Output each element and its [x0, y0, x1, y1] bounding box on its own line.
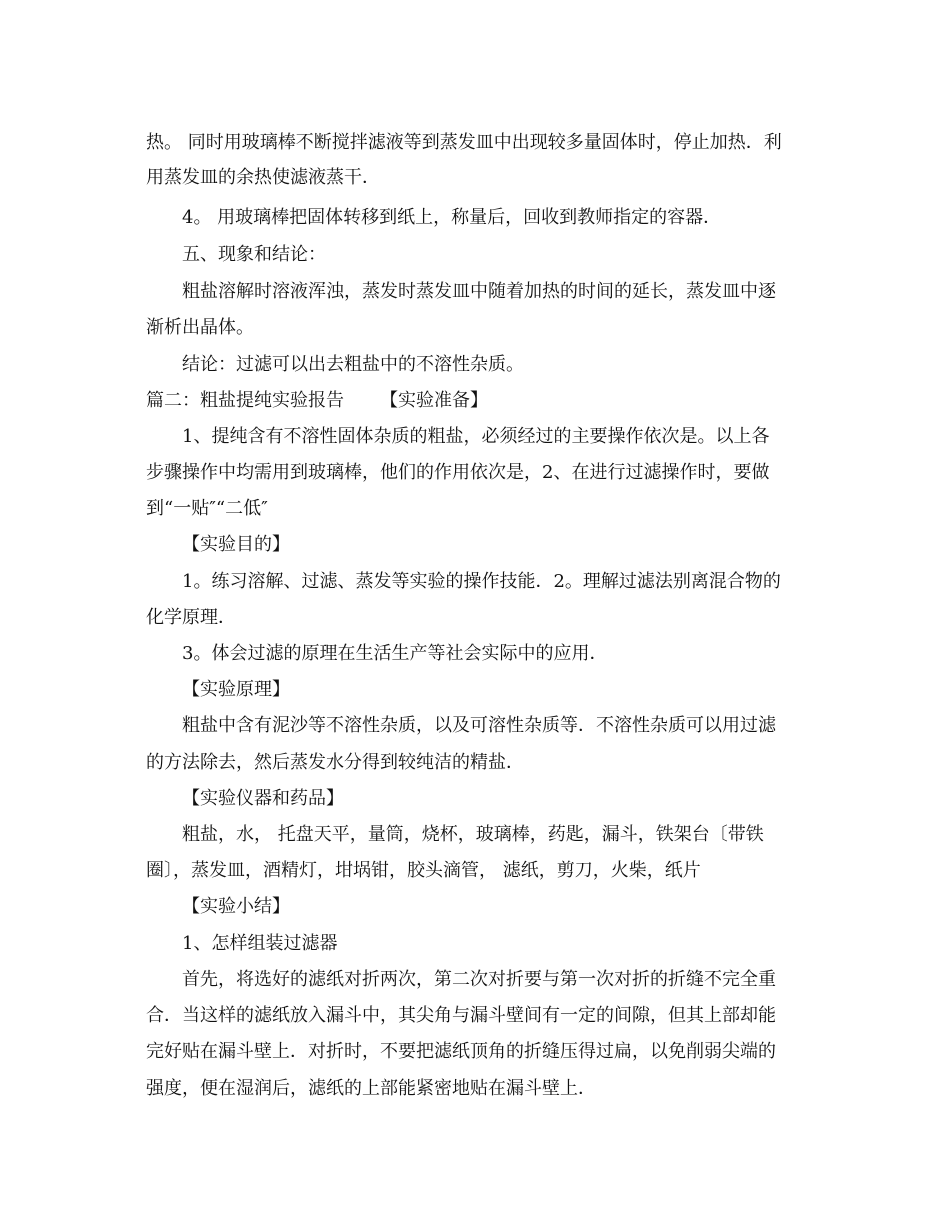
section-heading: 【实验目的】 [182, 534, 290, 555]
section-heading: 【实验原理】 [182, 679, 290, 700]
text-line: 粗盐溶解时溶液浑浊，蒸发时蒸发皿中随着加热的时间的延长，蒸发皿中逐 [182, 281, 776, 302]
text-line: 渐析出晶体。 [146, 317, 254, 338]
text-line: 完好贴在漏斗壁上．对折时，不要把滤纸顶角的折缝压得过扁，以免削弱尖端的 [146, 1041, 776, 1062]
section-heading: 五、现象和结论： [182, 244, 326, 265]
text-line: 粗盐中含有泥沙等不溶性杂质，以及可溶性杂质等．不溶性杂质可以用过滤 [182, 715, 776, 736]
text-line: 1。练习溶解、过滤、蒸发等实验的操作技能．2。理解过滤法别离混合物的 [182, 571, 781, 592]
text-line: 强度，便在湿润后，滤纸的上部能紧密地贴在漏斗壁上． [146, 1078, 596, 1099]
text-line: 首先，将选好的滤纸对折两次，第二次对折要与第一次对折的折缝不完全重 [182, 969, 776, 990]
section-heading: 【实验仪器和药品】 [182, 788, 344, 809]
text-line: 3。体会过滤的原理在生活生产等社会实际中的应用． [182, 643, 608, 664]
article-title: 篇二：粗盐提纯实验报告 [146, 390, 344, 411]
text-line: 4。 用玻璃棒把固体转移到纸上，称量后，回收到教师指定的容器． [182, 207, 722, 228]
text-line: 到“一贴″“二低″ [146, 498, 268, 519]
section-heading: 【实验小结】 [182, 896, 290, 917]
text-line: 化学原理． [146, 607, 236, 628]
text-line: 粗盐，水， 托盘天平，量筒，烧杯，玻璃棒，药匙，漏斗，铁架台〔带铁 [182, 824, 764, 845]
text-line: 结论：过滤可以出去粗盐中的不溶性杂质。 [182, 354, 524, 375]
text-line: 1、提纯含有不溶性固体杂质的粗盐，必须经过的主要操作依次是。以上各 [182, 426, 770, 447]
text-line: 的方法除去，然后蒸发水分得到较纯洁的精盐． [146, 752, 524, 773]
text-line: 合．当这样的滤纸放入漏斗中，其尖角与漏斗壁间有一定的间隙，但其上部却能 [146, 1005, 776, 1026]
section-heading: 【实验准备】 [380, 390, 488, 411]
text-line: 1、怎样组装过滤器 [182, 933, 338, 954]
text-line: 用蒸发皿的余热使滤液蒸干． [146, 167, 380, 188]
text-line: 圈〕，蒸发皿，酒精灯，坩埚钳，胶头滴管， 滤纸，剪刀，火柴，纸片 [146, 860, 701, 881]
text-line: 步骤操作中均需用到玻璃棒，他们的作用依次是，2、在进行过滤操作时，要做 [146, 462, 770, 483]
text-line: 热。 同时用玻璃棒不断搅拌滤液等到蒸发皿中出现较多量固体时，停止加热．利 [146, 132, 782, 153]
article-title-line [146, 389, 488, 413]
